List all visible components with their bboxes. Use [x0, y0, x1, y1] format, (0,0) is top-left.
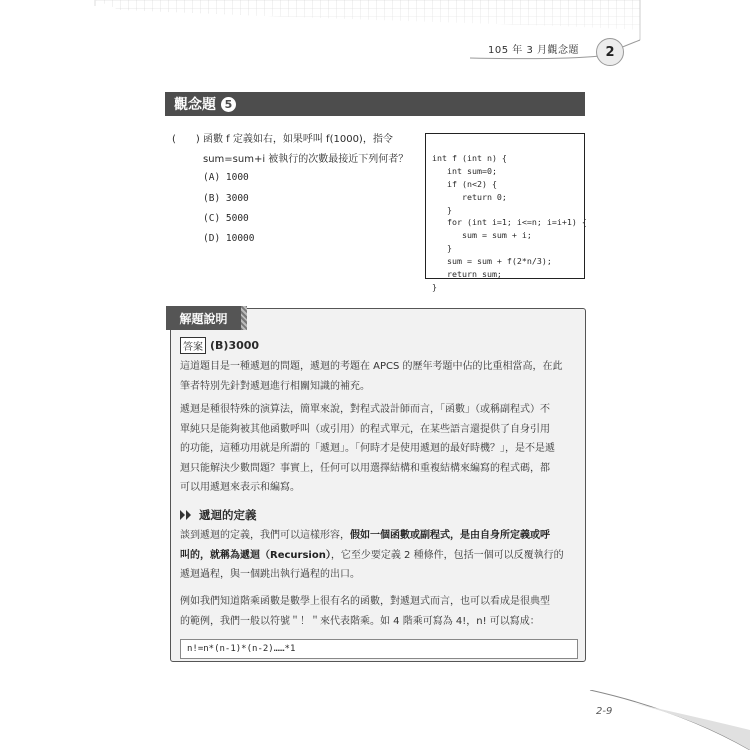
answer-bracket: ( ): [172, 134, 200, 145]
subheading-text: 遞迴的定義: [199, 508, 257, 522]
code-line: return 0;: [432, 191, 507, 202]
paragraph-line: 這道題目是一種遞迴的問題，遞迴的考題在 APCS 的歷年考題中佔的比重相當高，在此: [180, 361, 563, 372]
section-title: 觀念題: [174, 97, 216, 113]
paragraph-line: 遞迴是種很特殊的演算法，簡單來說，對程式設計師而言，「函數」（或稱副程式）不: [180, 404, 550, 415]
header-wave-graphic: [0, 0, 750, 72]
double-chevron-icon: [180, 510, 194, 520]
page-corner-decoration: [560, 690, 750, 750]
code-line: int f (int n) {: [432, 152, 507, 163]
solution-paragraph-2: [180, 400, 555, 498]
answer-value: (B)3000: [210, 339, 260, 352]
code-line: }: [432, 204, 452, 215]
option-d: (D) 10000: [203, 233, 255, 244]
option-b: (B) 3000: [203, 193, 249, 204]
code-line: if (n<2) {: [432, 178, 497, 189]
subheading: [180, 507, 257, 523]
paragraph-line: 的功能，這種功用就是所謂的「遞迴」。「何時才是使用遞迴的最好時機？」，是不是遞: [180, 443, 555, 454]
solution-paragraph-4: [180, 592, 550, 631]
option-a: (A) 1000: [203, 172, 249, 183]
paragraph-bold-text: 叫的，就稱為遞迴（Recursion）: [180, 549, 331, 561]
solution-label-stripe: [241, 306, 247, 330]
running-head: 105 年 3 月觀念題: [488, 45, 579, 56]
paragraph-line: [180, 526, 564, 546]
code-line: sum = sum + f(2*n/3);: [432, 256, 552, 267]
option-c: (C) 5000: [203, 213, 249, 224]
answer-tag: 答案: [180, 337, 206, 354]
code-line: }: [432, 281, 437, 292]
question-text-line: 函數 f 定義如右，如果呼叫 f(1000)，指令: [203, 134, 393, 145]
chapter-number-badge: 2: [596, 38, 624, 66]
answer-row: [180, 337, 259, 354]
paragraph-line: 遞迴過程，與一個跳出執行過程的出口。: [180, 569, 360, 580]
paragraph-line: 筆者特別先針對遞迴進行相關知識的補充。: [180, 380, 370, 392]
paragraph-bold-text: 假如一個函數或副程式，是由自身所定義或呼: [350, 530, 550, 541]
code-line: return sum;: [432, 269, 502, 280]
paragraph-text: ，它至少要定義 2 種條件，包括一個可以反覆執行的: [330, 549, 564, 561]
page-header-decoration: [0, 0, 750, 72]
section-title-bar: [165, 92, 585, 116]
solution-label: 解題說明: [166, 306, 241, 330]
paragraph-line: 單純只是能夠被其他函數呼叫（或引用）的程式單元，在某些語言還提供了自身引用: [180, 423, 550, 435]
paragraph-line: 可以用遞迴來表示和編寫。: [180, 482, 300, 493]
question-text-line: sum=sum+i 被執行的次數最接近下列何者？: [203, 154, 409, 165]
code-line: for (int i=1; i<=n; i=i+1) {: [432, 217, 587, 228]
solution-paragraph-3: [180, 526, 564, 585]
code-line: sum = sum + i;: [432, 230, 532, 241]
paragraph-line: 例如我們知道階乘函數是數學上很有名的函數，對遞迴式而言，也可以看成是很典型: [180, 596, 550, 607]
code-line: }: [432, 243, 452, 254]
page-number: 2-9: [596, 706, 613, 717]
paragraph-line: [180, 546, 564, 566]
code-line: int sum=0;: [432, 165, 497, 176]
section-number: 5: [221, 97, 236, 112]
factorial-formula: n!=n*(n-1)*(n-2)……*1: [180, 639, 578, 659]
paragraph-line: 迴只能解決少數問題？事實上，任何可以用選擇結構和重複結構來編寫的程式碼，都: [180, 462, 550, 474]
paragraph-text: 談到遞迴的定義，我們可以這樣形容，: [180, 530, 350, 541]
code-listing: [425, 133, 587, 292]
solution-paragraph-1: [180, 357, 563, 396]
paragraph-line: 的範例，我們一般以符號＂！＂來代表階乘。如 4 階乘可寫為 4!，n! 可以寫成：: [180, 615, 540, 627]
